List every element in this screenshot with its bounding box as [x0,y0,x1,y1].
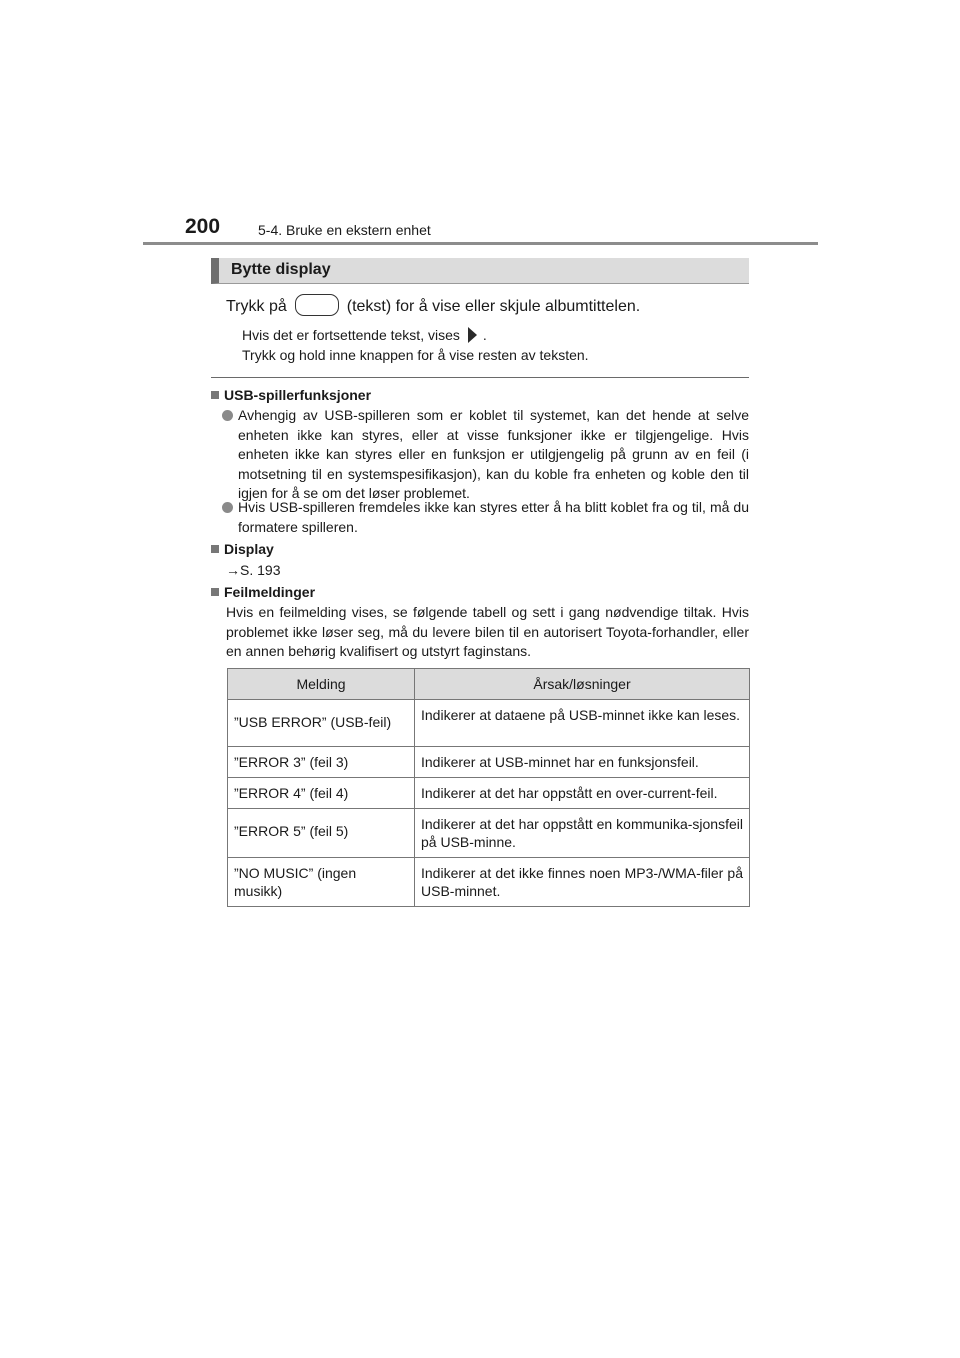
usb-bullet-1 [222,406,749,504]
note1-before: Hvis det er fortsettende tekst, vises [242,327,460,343]
table-row [228,747,750,778]
display-heading-text: Display [224,541,274,557]
errors-intro: Hvis en feilmelding vises, se følgende tabell og sett i gang nødvendige tiltak. Hvis problemet ikke løser seg, må du levere bilen til en autorisert Toyota-forhandler, eller en annen behørig kvalifisert og utstyrt faginstans. [226,604,749,659]
usb-bullet-1-text: Avhengig av USB-spilleren som er koblet til systemet, kan det hende at selve enheten ikke kan styres, eller at visse funksjoner ikke er tilgjengelige. Hvis enheten ikke kan styres eller en funksjon er utilgjengelig på grunn av en feil (i motsetning til en systemspesifikasjon), kan du koble fra enheten og koble den til igjen for å se om det løser problemet. [238,407,749,501]
instruction-before: Trykk på [226,298,287,315]
chapter-title: 5-4. Bruke en ekstern enhet [258,222,431,238]
message-cell: ”ERROR 5” (feil 5) [228,809,415,858]
errors-heading-text: Feilmeldinger [224,584,316,600]
arrow-right-icon [468,327,477,343]
instruction-after: (tekst) for å vise eller skjule albumtittelen. [346,298,641,315]
cause-cell: Indikerer at det har oppstått en over-current-feil. [415,778,750,809]
section-title: Bytte display [231,261,331,278]
table-row [228,700,750,747]
column-header-cause: Årsak/løsninger [415,669,750,700]
table-row [228,778,750,809]
page-number: 200 [185,215,221,238]
instruction-line [226,294,640,316]
message-cell: ”USB ERROR” (USB-feil) [228,700,415,747]
note1-after: . [482,327,487,343]
bullet-dot-icon [222,410,233,421]
text-button-icon [295,294,339,316]
cause-cell: Indikerer at det har oppstått en kommunika-sjonsfeil på USB-minne. [415,809,750,858]
table-header-row [228,669,750,700]
usb-bullet-2-text: Hvis USB-spilleren fremdeles ikke kan styres etter å ha blitt koblet fra og til, må du formatere spilleren. [238,499,749,535]
square-bullet-icon [211,588,219,596]
note-continued-text [242,327,487,343]
errors-heading [211,584,315,600]
section-header [211,258,749,284]
cause-cell: Indikerer at det ikke finnes noen MP3-/WMA-filer på USB-minnet. [415,858,750,907]
usb-bullet-2 [222,498,749,537]
usb-heading-text: USB-spillerfunksjoner [224,387,372,403]
cause-cell: Indikerer at dataene på USB-minnet ikke kan leses. [415,700,750,747]
section-divider [211,377,749,378]
cause-cell: Indikerer at USB-minnet har en funksjonsfeil. [415,747,750,778]
note-hold-button: Trykk og hold inne knappen for å vise resten av teksten. [242,347,589,363]
square-bullet-icon [211,545,219,553]
message-cell: ”NO MUSIC” (ingen musikk) [228,858,415,907]
table-row [228,858,750,907]
message-cell: ”ERROR 3” (feil 3) [228,747,415,778]
error-table [227,668,750,907]
bullet-dot-icon [222,502,233,513]
usb-heading [211,387,371,403]
header-rule [143,242,818,245]
display-reference[interactable]: →S. 193 [226,562,281,578]
message-cell: ”ERROR 4” (feil 4) [228,778,415,809]
square-bullet-icon [211,391,219,399]
display-heading [211,541,274,557]
column-header-message: Melding [228,669,415,700]
table-row [228,809,750,858]
